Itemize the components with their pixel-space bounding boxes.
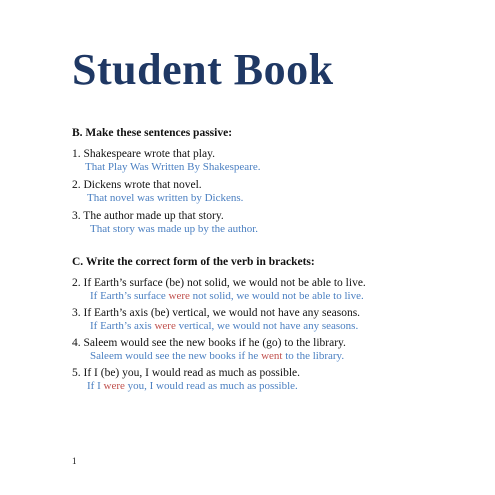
answer-text: If I xyxy=(87,380,104,392)
answer-text: you, I would read as much as possible. xyxy=(124,380,298,392)
page-number: 1 xyxy=(72,456,77,466)
section-c-question-4: 4. Saleem would see the new books if he (go) to the library. xyxy=(72,337,346,349)
answer-text: vertical, we would not have any seasons. xyxy=(175,320,359,332)
section-b-question-2: 2. Dickens wrote that novel. xyxy=(72,179,202,191)
answer-verb: were xyxy=(103,380,125,392)
answer-verb: went xyxy=(261,350,283,362)
section-c-question-3: 3. If Earth’s axis (be) vertical, we would not have any seasons. xyxy=(72,307,361,319)
answer-text: not solid, we would not be able to live. xyxy=(189,290,364,302)
section-c-heading: C. Write the correct form of the verb in brackets: xyxy=(72,256,315,268)
answer-text: If Earth’s axis xyxy=(90,320,155,332)
section-c-answer-4 xyxy=(90,350,344,362)
page-title: Student Book xyxy=(72,45,334,94)
section-c-question-2: 2. If Earth’s surface (be) not solid, we would not be able to live. xyxy=(72,277,366,289)
section-c-answer-2 xyxy=(90,290,364,302)
section-b-heading: B. Make these sentences passive: xyxy=(72,127,233,139)
answer-text: to the library. xyxy=(282,350,345,362)
section-b-question-1: 1. Shakespeare wrote that play. xyxy=(72,148,215,160)
answer-verb: were xyxy=(154,320,176,332)
answer-text: Saleem would see the new books if he xyxy=(90,350,262,362)
section-b-answer-1: That Play Was Written By Shakespeare. xyxy=(85,161,261,173)
section-b-answer-2: That novel was written by Dickens. xyxy=(87,192,244,204)
section-b-answer-3: That story was made up by the author. xyxy=(90,223,259,235)
section-c-answer-3 xyxy=(90,320,358,332)
answer-text: If Earth’s surface xyxy=(90,290,169,302)
section-c-question-5: 5. If I (be) you, I would read as much as possible. xyxy=(72,367,301,379)
section-b-question-3: 3. The author made up that story. xyxy=(72,210,224,222)
section-c-answer-5 xyxy=(87,380,298,392)
answer-verb: were xyxy=(168,290,190,302)
